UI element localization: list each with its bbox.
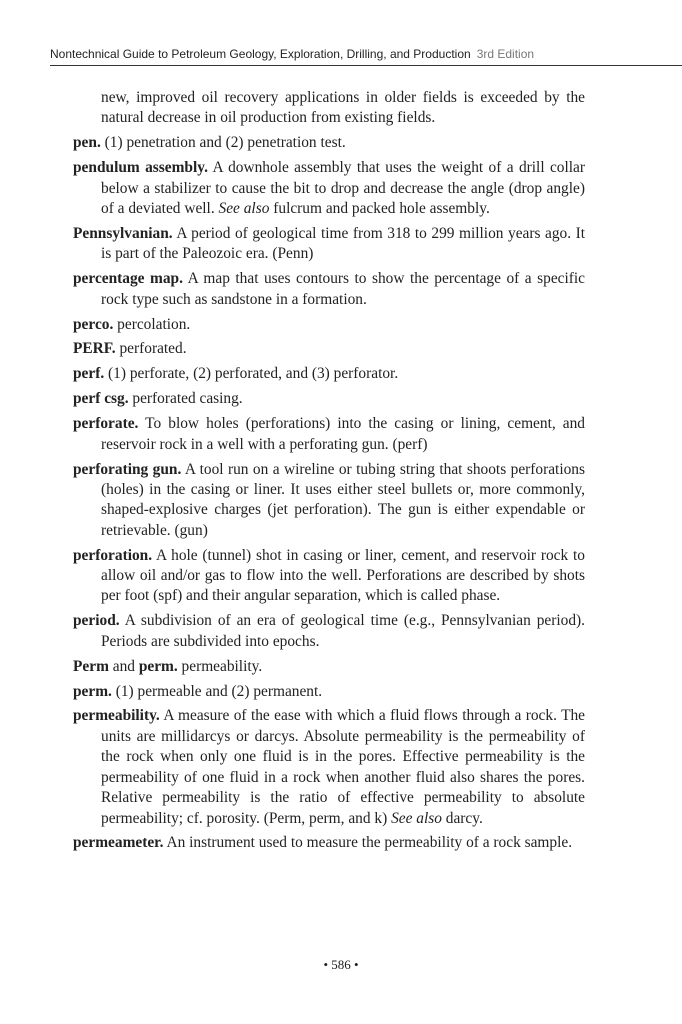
entry-PERF [73,339,585,359]
entry-definition: An instrument used to measure the permeability of a rock sample. [163,834,573,852]
entry-Perm-and-perm [73,657,585,677]
entry-connector: and [108,657,139,675]
entry-perf-csg [73,389,585,409]
glossary-content [73,88,585,858]
entry-pennsylvanian [73,224,585,265]
entry-term: perforation. [73,546,153,564]
entry-definition: To blow holes (perforations) into the casing or lining, cement, and reservoir rock in a well with a perforating gun. (perf) [101,415,585,453]
continuation-text: new, improved oil recovery applications in older fields is exceeded by the natural decrease in oil production from existing fields. [101,89,585,127]
entry-term: perf csg. [73,390,129,408]
entry-definition: A hole (tunnel) shot in casing or liner, cement, and reservoir rock to allow oil and/or gas to flow into the well. Perforations are described by shots per foot (spf) and their angular separation, which is called phase. [101,546,585,605]
running-header [50,47,682,61]
entry-definition: (1) perforate, (2) perforated, and (3) perforator. [104,365,399,383]
entry-definition: perforated. [115,340,187,358]
entry-percentage-map [73,269,585,310]
entry-perf [73,364,585,384]
entry-permeameter [73,833,585,853]
edition-label: 3rd Edition [476,47,535,61]
entry-definition: A subdivision of an era of geological time (e.g., Pennsylvanian period). Periods are subdivided into epochs. [101,612,585,650]
entry-permeability [73,706,585,828]
entry-definition: percolation. [113,315,191,333]
entry-definition: A measure of the ease with which a fluid flows through a rock. The units are millidarcys or darcys. Absolute permeability is the permeability of the rock when only one fluid is in the pores. Effective permeability is the permeability of one fluid in a rock when another fluid also shares the pores. Relative permeability is the ratio of effective permeability to absolute permeability; cf. porosity. (Perm, perm, and k) [101,707,585,827]
entry-term: perforate. [73,415,139,433]
entry-perforate [73,414,585,455]
entry-term: percentage map. [73,270,183,288]
page-number: • 586 • [323,957,359,972]
book-title: Nontechnical Guide to Petroleum Geology, Exploration, Drilling, and Production [50,47,471,61]
entry-term: perco. [73,315,114,333]
entry-definition: A period of geological time from 318 to 299 million years ago. It is part of the Paleozoic era. (Penn) [101,224,585,263]
see-also: See also [218,200,270,218]
entry-term: pendulum assembly. [73,159,208,177]
entry-term: Pennsylvanian. [73,224,173,242]
entry-definition: permeability. [177,657,263,675]
entry-term: permeability. [73,707,160,725]
entry-definition-tail: darcy. [441,809,483,827]
entry-definition: A map that uses contours to show the percentage of a specific rock type such as sandstone in a formation. [101,270,585,308]
entry-term: pen. [73,134,101,152]
entry-term-2: perm. [138,657,178,675]
entry-perforation [73,546,585,607]
see-also: See also [391,809,442,827]
entry-definition: (1) penetration and (2) penetration test. [100,134,346,152]
entry-term: Perm [73,657,109,675]
entry-pen [73,133,585,153]
entry-perforating-gun [73,460,585,542]
entry-term: perf. [73,365,105,383]
entry-perm [73,682,585,702]
header-rule [50,65,682,66]
entry-term: perforating gun. [73,460,182,478]
entry-definition: (1) permeable and (2) permanent. [111,682,323,700]
entry-definition: A downhole assembly that uses the weight of a drill collar below a stabilizer to cause the bit to drop and decrease the angle (drop angle) of a deviated well. [101,159,585,218]
entry-definition: A tool run on a wireline or tubing string that shoots perforations (holes) in the casing or liner. It uses either steel bullets or, more commonly, shaped-explosive charges (jet perforation). The gun is either expendable or retrievable. (gun) [101,460,585,539]
entry-pendulum-assembly [73,158,585,219]
entry-definition-tail: fulcrum and packed hole assembly. [269,200,490,218]
entry-definition: perforated casing. [128,390,243,408]
entry-term: period. [73,612,120,630]
entry-term: permeameter. [73,834,164,852]
entry-term: PERF. [73,340,116,358]
entry-term: perm. [73,682,112,700]
entry-period [73,611,585,652]
entry-perco [73,315,585,335]
